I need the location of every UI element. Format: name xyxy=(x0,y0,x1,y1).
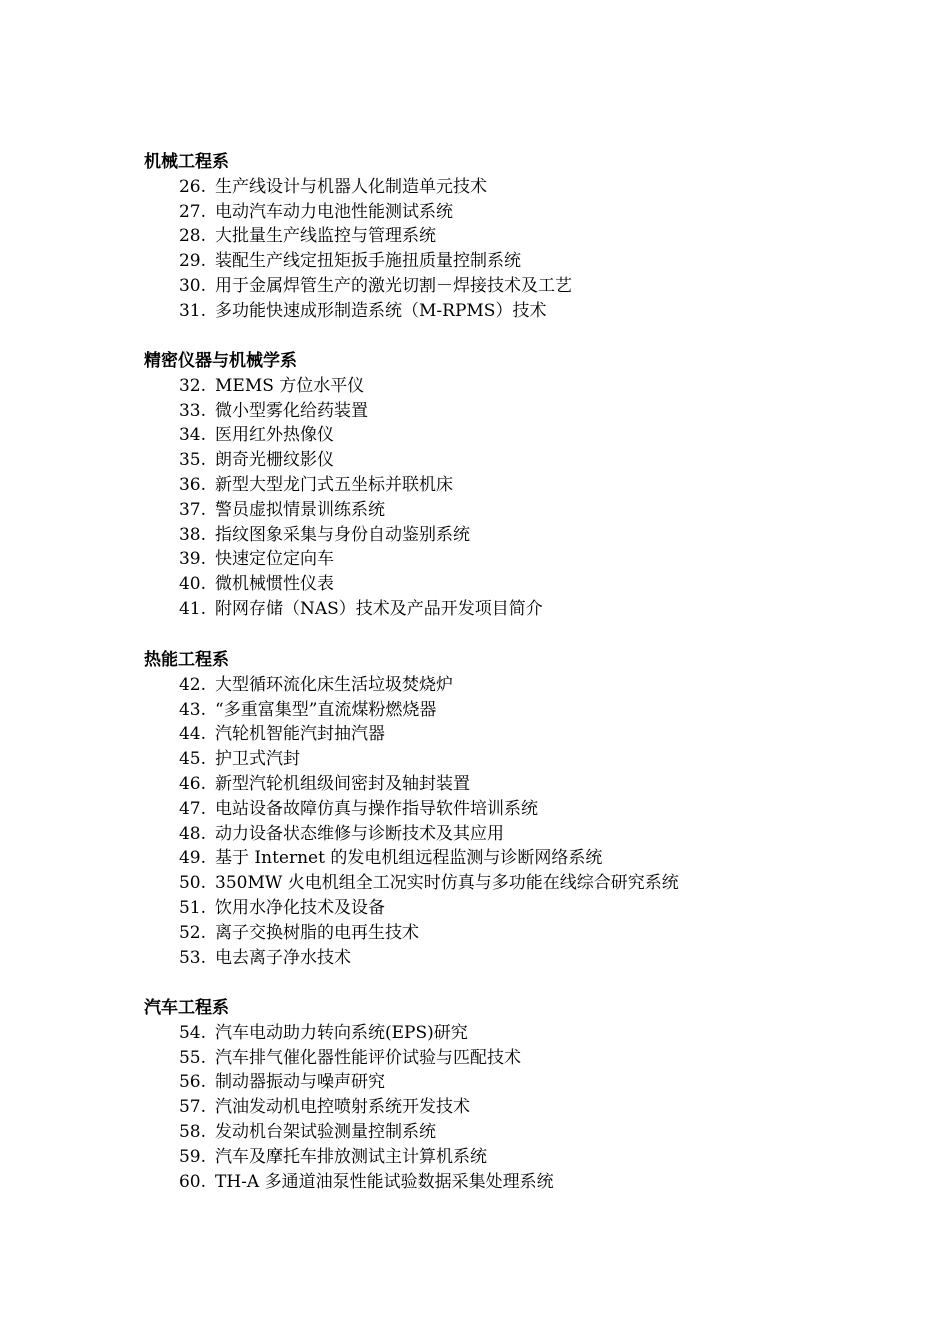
item-number: 30. xyxy=(178,276,206,296)
item-number: 50. xyxy=(178,873,206,894)
item-text: 大型循环流化床生活垃圾焚烧炉 xyxy=(215,674,453,695)
section-title: 机械工程系 xyxy=(144,152,229,172)
item-text: 汽车排气催化器性能评价试验与匹配技术 xyxy=(215,1047,521,1068)
item-number: 38. xyxy=(178,524,206,545)
item-text: “多重富集型”直流煤粉燃烧器 xyxy=(215,699,437,720)
item-number: 45. xyxy=(178,749,206,770)
item-text: 动力设备状态维修与诊断技术及其应用 xyxy=(215,823,504,844)
item-number: 53. xyxy=(178,947,206,968)
item-text: 制动器振动与噪声研究 xyxy=(215,1072,385,1093)
item-number: 36. xyxy=(178,475,206,495)
item-text: 新型汽轮机组级间密封及轴封装置 xyxy=(215,774,470,794)
item-text: 大批量生产线监控与管理系统 xyxy=(215,226,436,247)
item-number: 46. xyxy=(178,774,206,794)
item-number: 60. xyxy=(178,1171,206,1192)
item-text: 饮用水净化技术及设备 xyxy=(215,898,385,918)
item-text: 基于 Internet 的发电机组远程监测与诊断网络系统 xyxy=(215,848,603,869)
item-number: 51. xyxy=(178,898,206,918)
item-text: 护卫式汽封 xyxy=(215,749,300,770)
item-text: 汽车及摩托车排放测试主计算机系统 xyxy=(215,1146,487,1167)
item-number: 49. xyxy=(178,848,206,869)
item-number: 37. xyxy=(178,499,206,520)
item-number: 47. xyxy=(178,798,206,819)
item-text: 快速定位定向车 xyxy=(215,549,334,570)
item-text: 微小型雾化给药装置 xyxy=(215,400,368,421)
item-text: 朗奇光栅纹影仪 xyxy=(215,450,334,471)
item-number: 48. xyxy=(178,823,206,844)
item-text: TH-A 多通道油泵性能试验数据采集处理系统 xyxy=(215,1171,554,1192)
item-number: 43. xyxy=(178,699,206,720)
item-number: 28. xyxy=(178,226,206,247)
item-number: 57. xyxy=(178,1097,206,1118)
item-text: 电站设备故障仿真与操作指导软件培训系统 xyxy=(215,798,538,819)
item-text: 医用红外热像仪 xyxy=(215,425,334,446)
item-number: 42. xyxy=(178,674,206,695)
item-number: 52. xyxy=(178,922,206,943)
item-number: 44. xyxy=(178,724,206,745)
item-text: 汽油发动机电控喷射系统开发技术 xyxy=(215,1097,470,1118)
item-text: MEMS 方位水平仪 xyxy=(215,375,365,396)
item-number: 54. xyxy=(178,1022,206,1043)
item-number: 27. xyxy=(178,201,206,222)
item-number: 40. xyxy=(178,574,206,595)
item-text: 多功能快速成形制造系统（M-RPMS）技术 xyxy=(215,300,547,321)
item-text: 生产线设计与机器人化制造单元技术 xyxy=(215,176,487,197)
item-text: 电动汽车动力电池性能测试系统 xyxy=(215,201,453,222)
item-number: 26. xyxy=(178,176,206,197)
item-number: 58. xyxy=(178,1122,206,1142)
item-number: 39. xyxy=(178,549,206,570)
item-number: 31. xyxy=(178,300,206,321)
section-title: 精密仪器与机械学系 xyxy=(144,351,297,371)
item-text: 新型大型龙门式五坐标并联机床 xyxy=(215,475,453,495)
item-text: 微机械惯性仪表 xyxy=(215,574,334,595)
item-text: 装配生产线定扭矩扳手施扭质量控制系统 xyxy=(215,251,521,272)
section-title: 热能工程系 xyxy=(144,650,229,670)
item-number: 32. xyxy=(178,375,206,396)
item-text: 离子交换树脂的电再生技术 xyxy=(215,922,419,943)
item-text: 汽车电动助力转向系统(EPS)研究 xyxy=(215,1022,468,1043)
item-text: 用于金属焊管生产的激光切割－焊接技术及工艺 xyxy=(215,276,572,296)
item-text: 警员虚拟情景训练系统 xyxy=(215,499,385,520)
item-number: 29. xyxy=(178,251,206,272)
item-text: 指纹图象采集与身份自动鉴别系统 xyxy=(215,524,470,545)
item-number: 56. xyxy=(178,1072,206,1093)
item-number: 59. xyxy=(178,1146,206,1167)
item-number: 41. xyxy=(178,599,206,619)
item-number: 55. xyxy=(178,1047,206,1068)
section-title: 汽车工程系 xyxy=(144,998,229,1018)
item-text: 发动机台架试验测量控制系统 xyxy=(215,1122,436,1142)
item-number: 34. xyxy=(178,425,206,446)
item-text: 附网存储（NAS）技术及产品开发项目简介 xyxy=(215,599,543,619)
item-number: 35. xyxy=(178,450,206,471)
item-text: 电去离子净水技术 xyxy=(215,947,351,968)
item-number: 33. xyxy=(178,400,206,421)
item-text: 汽轮机智能汽封抽汽器 xyxy=(215,724,385,745)
item-text: 350MW 火电机组全工况实时仿真与多功能在线综合研究系统 xyxy=(215,873,679,894)
